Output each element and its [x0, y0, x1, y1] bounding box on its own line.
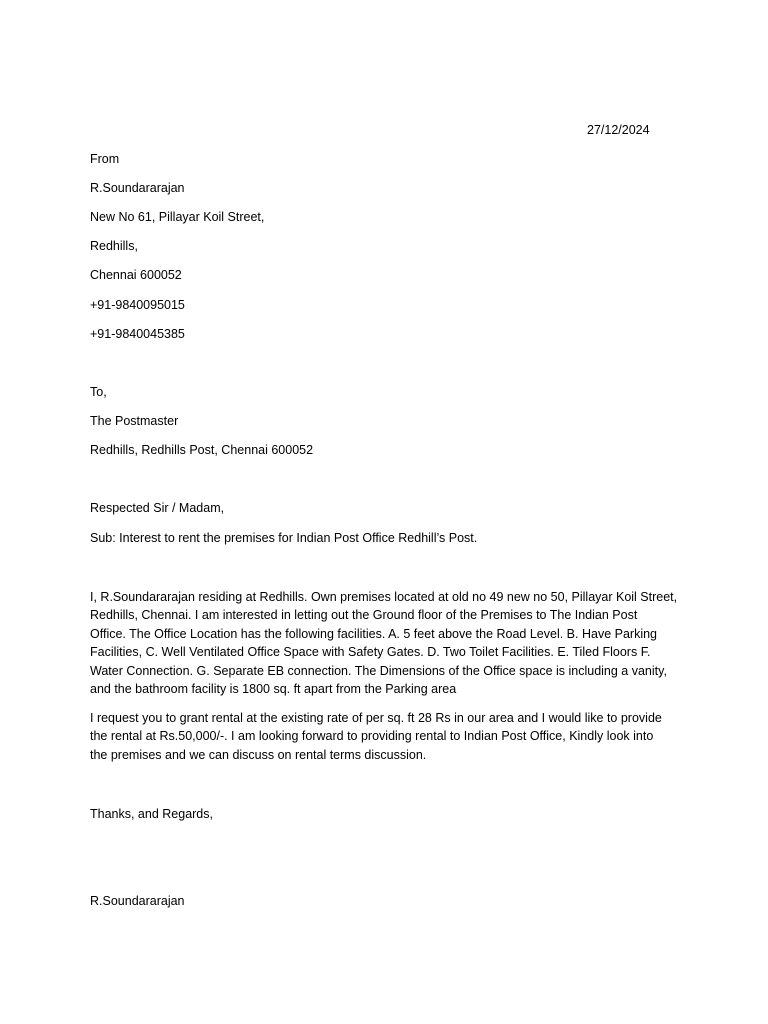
salutation: Respected Sir / Madam, — [90, 501, 225, 515]
closing: Thanks, and Regards, — [90, 807, 213, 821]
recipient-title: The Postmaster — [90, 414, 179, 428]
from-label: From — [90, 152, 120, 166]
body-paragraph-2-line: I request you to grant rental at the existing rate of per sq. ft 28 Rs in our area and I would like to provide — [90, 711, 662, 725]
body-paragraph-1-line: I, R.Soundararajan residing at Redhills. Own premises located at old no 49 new no 50, Pillayar Koil Street, — [90, 590, 678, 604]
body-paragraph-1-line: Office. The Office Location has the following facilities. A. 5 feet above the Road Level. B. Have Parking — [90, 626, 657, 641]
signature-name: R.Soundararajan — [90, 894, 185, 908]
sender-name: R.Soundararajan — [90, 181, 185, 195]
body-paragraph-1-line: and the bathroom facility is 1800 sq. ft apart from the Parking area — [90, 682, 457, 697]
body-paragraph-1-line: Redhills, Chennai. I am interested in letting out the Ground floor of the Premises to The Indian Post — [90, 608, 638, 623]
letter-date: 27/12/2024 — [587, 123, 650, 137]
body-paragraph-2-line: the premises and we can discuss on rental terms discussion. — [90, 747, 427, 762]
to-label: To, — [90, 385, 107, 399]
sender-address-line1: New No 61, Pillayar Koil Street, — [90, 210, 265, 224]
body-paragraph-1 — [90, 588, 690, 698]
sender-phone-1: +91-9840095015 — [90, 298, 185, 312]
sender-address-line2: Redhills, — [90, 239, 138, 253]
recipient-address: Redhills, Redhills Post, Chennai 600052 — [90, 443, 314, 457]
body-paragraph-1-line: Water Connection. G. Separate EB connection. The Dimensions of the Office space is including a vanity, — [90, 663, 667, 678]
subject-line: Sub: Interest to rent the premises for Indian Post Office Redhill’s Post. — [90, 531, 478, 545]
body-paragraph-1-line: Facilities, C. Well Ventilated Office Space with Safety Gates. D. Two Toilet Facilities. E. Tiled Floors F. — [90, 645, 651, 660]
sender-city: Chennai 600052 — [90, 268, 182, 282]
sender-phone-2: +91-9840045385 — [90, 327, 185, 341]
body-paragraph-2 — [90, 709, 690, 764]
body-paragraph-2-line: the rental at Rs.50,000/-. I am looking forward to providing rental to Indian Post Office, Kindly look into — [90, 729, 654, 744]
